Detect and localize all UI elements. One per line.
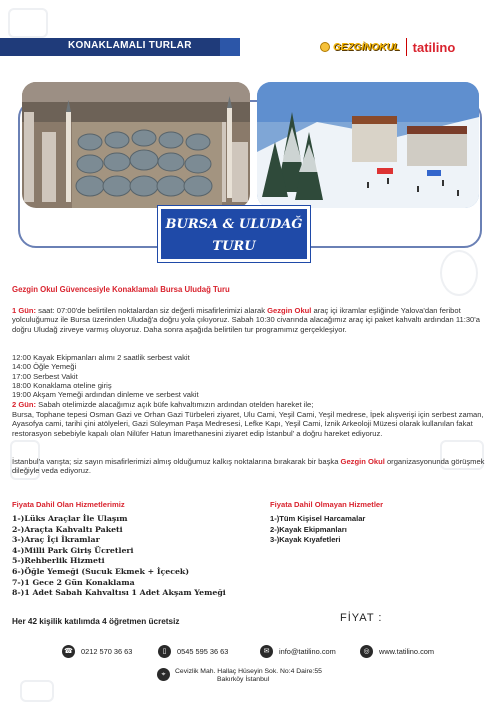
- background-doodle: [8, 8, 48, 38]
- logo-divider: [406, 38, 407, 56]
- excluded-item: 2-)Kayak Ekipmanları: [270, 524, 347, 534]
- schedule-item: 18:00 Konaklama oteline giriş: [12, 380, 112, 390]
- banner-title-line1: BURSA & ULUDAĞ: [165, 217, 303, 232]
- excluded-title: Fiyata Dahil Olmayan Hizmetler: [270, 500, 384, 509]
- price-label: FİYAT :: [340, 612, 383, 624]
- banner-title-line2: TURU: [212, 239, 256, 254]
- day2-places: Bursa, Tophane tepesi Osman Gazi ve Orhan Gazi Türbeleri ziyaret, Ulu Cami, Yeşil Cami, Yeşil medrese, İpek alışverişi için serbest zaman, Ayasofya cami, tarihi çini atölyeleri, Gazi Süleyman Paşa Medresesi, Lefke Kapı, Yeşil Cami, İznik Arkeoloji Müzesi olarak kullanılan fakat restorasyon sebebiyle kapalı olan Nilüfer Hatun İmarethanesini ziyaret edip İstanbul' a doğru hareket ediyoruz.: [12, 410, 484, 438]
- address-line1: Cevizlik Mah. Hallaç Hüseyin Sok. No:4 Daire:55: [175, 668, 322, 675]
- included-item: 7-)1 Gece 2 Gün Konaklama: [12, 577, 135, 587]
- day1-text-b: araç içi ikramlar eşliğinde Yalova'dan feribot yolculuğumuz ile Bursa üzerinden Uludağ'a doğru yola çıkıyoruz. Sabah 10:30 civarında alacağımız araç içi paket kahvaltı ardından 11:30'a doğru Uludağ zirveye varmış oluyoruz. Daha sonra aşağıda belirtilen tur programımız gerçekleşiyor.: [12, 306, 480, 334]
- lightbulb-icon: [320, 42, 330, 52]
- background-doodle: [440, 250, 478, 296]
- contact-web[interactable]: [360, 644, 434, 658]
- excluded-item: 3-)Kayak Kıyafetleri: [270, 535, 341, 545]
- tour-title-banner: [158, 206, 310, 262]
- included-title: Fiyata Dahil Olan Hizmetlerimiz: [12, 500, 125, 509]
- gezginokul-logo: GEZGİNOKUL: [333, 41, 400, 53]
- address-line2: Bakırköy İstanbul: [217, 676, 270, 684]
- day2-text-c: İstanbul'a varışta; siz sayın misafirlerimizi almış olduğumuz kalkış noktalarına bırakarak bir başka: [12, 457, 341, 466]
- day2-paragraph: [12, 400, 488, 409]
- schedule-item: 19:00 Akşam Yemeği ardından dinleme ve serbest vakit: [12, 390, 199, 400]
- day1-text-a: saat: 07:00'de belirtilen noktalardan siz değerli misafirlerimizi alarak: [36, 306, 268, 315]
- contact-email[interactable]: [260, 644, 336, 658]
- excluded-item: 1-)Tüm Kişisel Harcamalar: [270, 514, 366, 523]
- location-pin-icon: ⌖: [157, 668, 170, 681]
- mobile-phone-icon: ▯: [158, 645, 171, 658]
- included-list: [12, 514, 226, 599]
- day1-brand: Gezgin Okul: [267, 306, 312, 315]
- day2-text-d: organizasyonunda görüşmek dileğiyle veda ediyoruz.: [12, 457, 485, 476]
- phone-icon: ☎: [62, 645, 75, 658]
- day1-paragraph: [12, 306, 488, 334]
- included-item: 3-)Araç İçi İkramlar: [12, 535, 100, 545]
- phone1-text: 0212 570 36 63: [81, 646, 133, 656]
- included-item: 2-)Araçta Kahvaltı Paketi: [12, 524, 123, 534]
- phone2-text: 0545 595 36 63: [177, 646, 229, 656]
- contact-phone1[interactable]: [62, 644, 132, 658]
- day2-text-a: Sabah otelimizde alacağımız açık büfe kahvaltımızın ardından otelden hareket ile;: [36, 400, 314, 409]
- included-item: 4-)Milli Park Giriş Ücretleri: [12, 545, 134, 555]
- schedule-item: 12:00 Kayak Ekipmanları alımı 2 saatlik serbest vakit: [12, 353, 190, 362]
- day2-brand: Gezgin Okul: [340, 457, 385, 466]
- included-item: 8-)1 Adet Sabah Kahvaltısı 1 Adet Akşam Yemeği: [12, 588, 226, 598]
- background-doodle: [20, 680, 54, 702]
- day1-label: 1 Gün:: [12, 306, 37, 315]
- schedule-item: 17:00 Serbest Vakit: [12, 371, 78, 381]
- included-item: 1-)Lüks Araçlar İle Ulaşım: [12, 514, 128, 523]
- globe-icon: ◎: [360, 645, 373, 658]
- uludag-ski-photo: [257, 82, 479, 208]
- web-text: www.tatilino.com: [379, 646, 435, 656]
- contact-phone2[interactable]: [158, 644, 228, 658]
- email-icon: ✉: [260, 645, 273, 658]
- section-title: KONAKLAMALI TURLAR: [68, 40, 192, 51]
- included-item: 5-)Rehberlik Hizmeti: [12, 556, 105, 566]
- day2-label: 2 Gün:: [12, 400, 37, 409]
- address: [175, 668, 322, 685]
- tatilino-logo: tatilino: [412, 39, 456, 55]
- schedule-item: 14:00 Öğle Yemeği: [12, 362, 77, 372]
- teacher-free-note: Her 42 kişilik katılımda 4 öğretmen ücretsiz: [12, 617, 180, 626]
- bursa-mosque-photo: [22, 82, 250, 208]
- email-text: info@tatilino.com: [279, 646, 336, 656]
- day1-schedule: [12, 353, 488, 399]
- day2-closing: [12, 457, 488, 476]
- brand-logos: [320, 36, 470, 58]
- included-item: 6-)Öğle Yemeği (Sucuk Ekmek + İçecek): [12, 566, 190, 576]
- intro-title: Gezgin Okul Güvencesiyle Konaklamalı Bursa Uludağ Turu: [12, 285, 230, 294]
- excluded-list: [270, 514, 365, 546]
